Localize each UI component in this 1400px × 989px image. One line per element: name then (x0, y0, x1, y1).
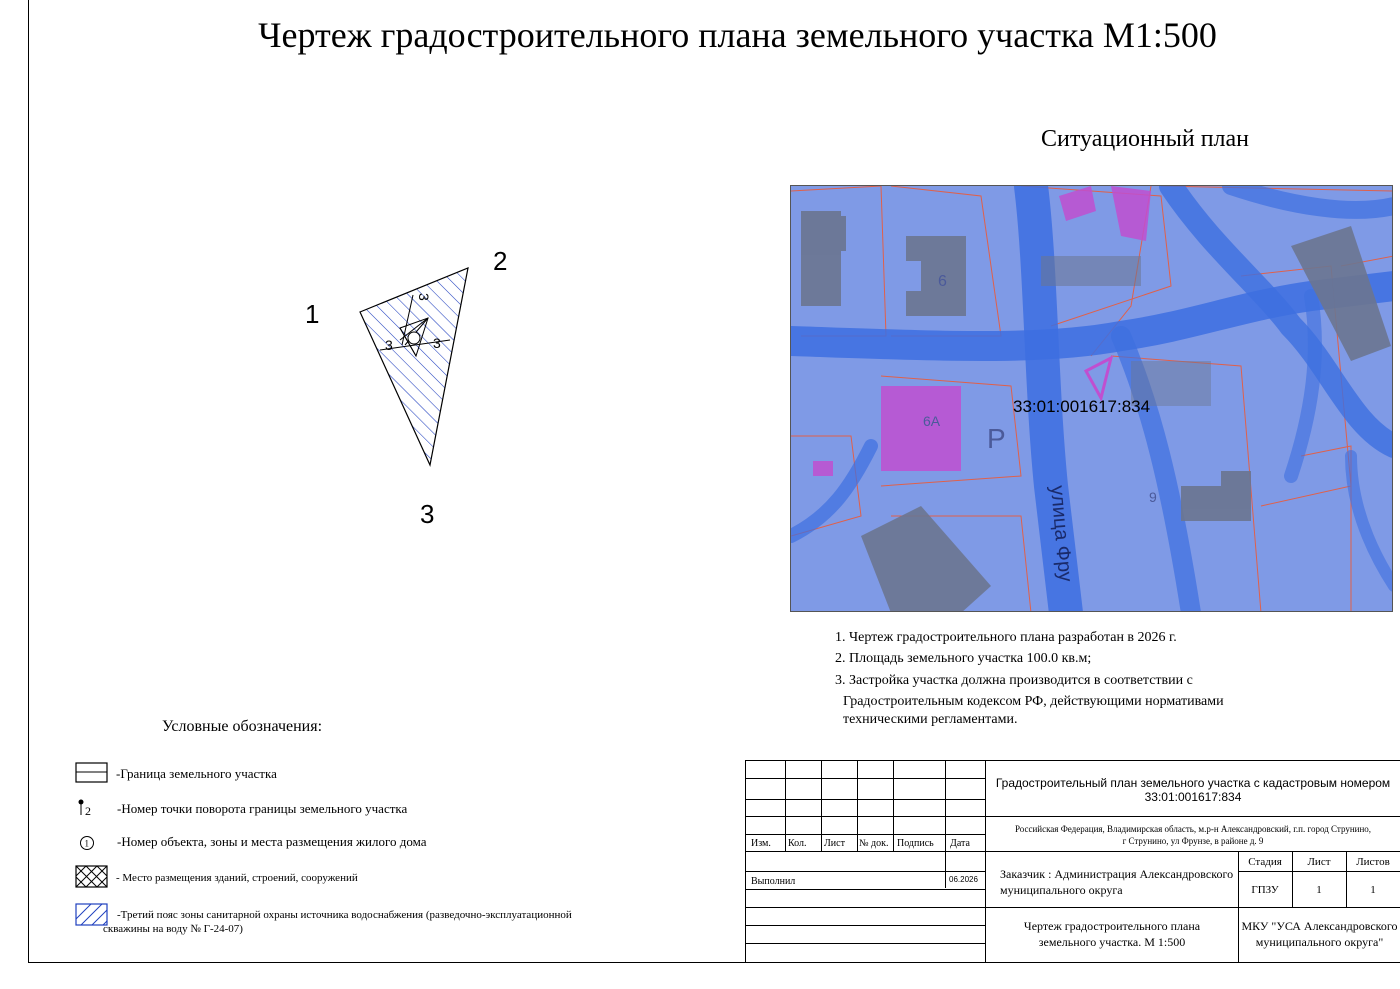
svg-text:2: 2 (85, 804, 91, 818)
note-3-cont: Градостроительным кодексом РФ, действующими нормативами (843, 694, 1224, 709)
tb-drawing-name: Чертеж градостроительного плана земельного участка. М 1:500 (1023, 919, 1201, 949)
note-3-cont2: техническими регламентами. (843, 712, 1018, 727)
point-label-3: 3 (420, 499, 435, 529)
tb-customer: Заказчик : Администрация Александровского муниципального округа (1000, 867, 1234, 897)
tb-header-docno: № док. (859, 838, 889, 849)
parking-label: P (987, 423, 1006, 454)
zone-label-right: 3 (433, 335, 441, 351)
tb-header-date: Дата (950, 838, 970, 849)
tb-header-count: Кол. (788, 838, 807, 849)
crosshatch-symbol-icon (75, 865, 109, 889)
boundary-symbol-icon (75, 762, 109, 784)
legend-object-text: -Номер объекта, зоны и места размещения жилого дома (117, 834, 427, 849)
situation-plan-title: Ситуационный план (1040, 126, 1250, 152)
tb-plan-title: Градостроительный план земельного участка с кадастровым номером 33:01:001617:834 (995, 776, 1391, 804)
tb-address: Российская Федерация, Владимирская область, м.р-н Александровский, г.п. город Струнино, г Струнино, ул Фрунзе, в районе д. 9 (1014, 824, 1372, 846)
tb-sheet-value: 1 (1316, 884, 1322, 896)
tb-sheets-value: 1 (1370, 884, 1376, 896)
house-label-6a: 6А (923, 413, 941, 429)
legend-sanitary-text-1: -Третий пояс зоны санитарной охраны источника водоснабжения (разведочно-эксплуатационной (117, 909, 572, 921)
tb-organization: МКУ "УСА Александровского муниципального округа" (1241, 919, 1398, 949)
frame-left-border (28, 0, 29, 963)
note-3: 3. Застройка участка должна производится в соответствии с (835, 673, 1193, 688)
note-1: 1. Чертеж градостроительного плана разработан в 2026 г. (835, 630, 1177, 645)
svg-text:1: 1 (84, 838, 89, 849)
legend-title: Условные обозначения: (162, 718, 323, 735)
tb-performed-label: Выполнил (751, 876, 796, 887)
tb-header-change: Изм. (751, 838, 771, 849)
street-label: улица Фру (1046, 484, 1077, 583)
legend-sanitary-text-2: скважины на воду № Г-24-07) (103, 923, 243, 935)
legend-boundary-text: -Граница земельного участка (116, 766, 277, 781)
house-label-6: 6 (938, 273, 947, 290)
point-label-1: 1 (305, 299, 320, 329)
tb-sheets-label: Листов (1356, 856, 1390, 868)
cadastral-number-label: 33:01:001617:834 (1013, 397, 1151, 416)
frame-bottom-border (28, 962, 1400, 963)
tb-sheet-label: Лист (1307, 856, 1331, 868)
tb-header-sheet: Лист (824, 838, 845, 849)
tb-date: 06.2026 (949, 875, 978, 884)
point-symbol-icon (76, 798, 106, 818)
sanitary-zone-hatch (360, 268, 468, 465)
object-number-symbol-icon (78, 834, 98, 852)
page-title: Чертеж градостроительного плана земельного участка М1:500 (258, 15, 1217, 55)
parcel-drawing (290, 230, 550, 540)
tb-header-sign: Подпись (897, 838, 934, 849)
note-2: 2. Площадь земельного участка 100.0 кв.м; (835, 651, 1092, 666)
legend-point-text: -Номер точки поворота границы земельного участка (117, 801, 408, 816)
object-number-circle (408, 332, 420, 344)
tb-stage-value: ГПЗУ (1251, 884, 1279, 896)
zone-label-left: 3 (385, 337, 393, 353)
point-label-2: 2 (493, 246, 508, 276)
legend-building-text: - Место размещения зданий, строений, сооружений (116, 872, 358, 884)
house-label-9: 9 (1149, 489, 1157, 505)
zone-label-top: 3 (416, 293, 432, 301)
tb-stage-label: Стадия (1248, 856, 1282, 868)
